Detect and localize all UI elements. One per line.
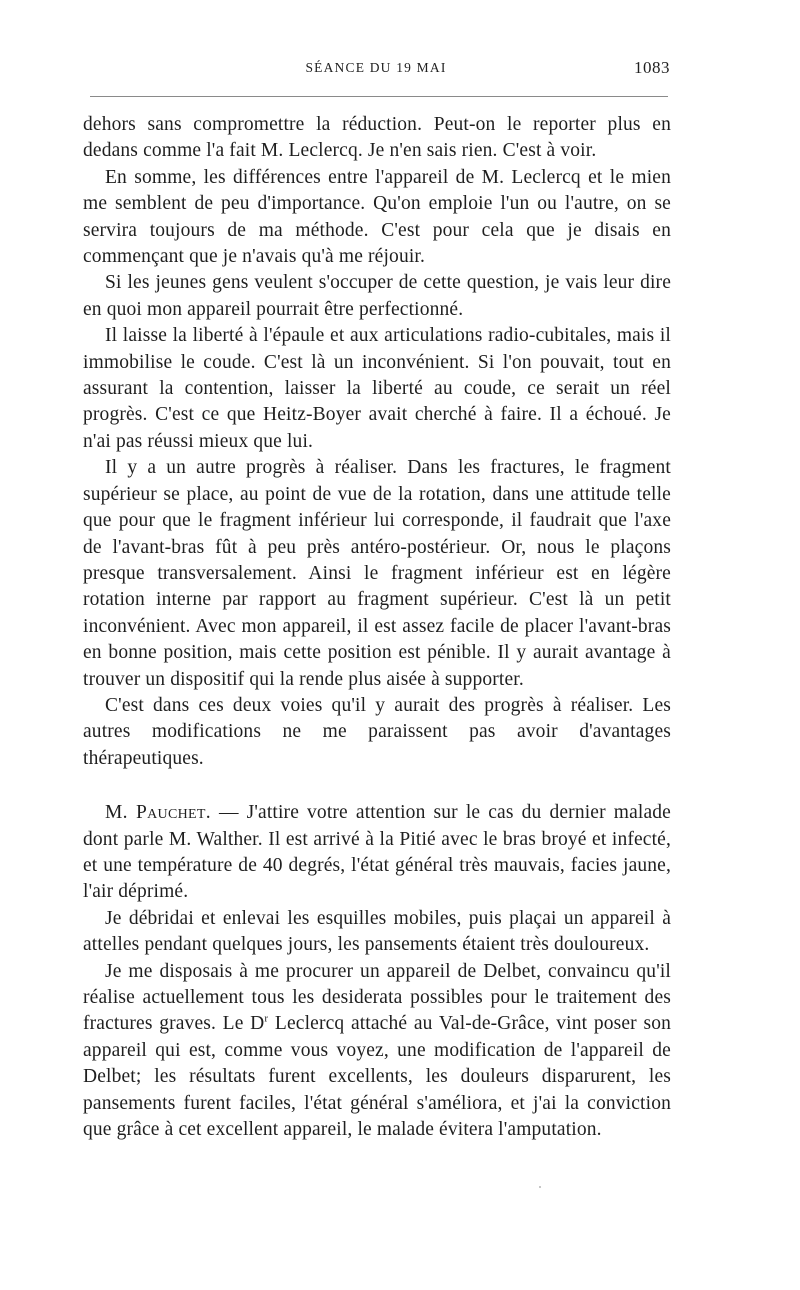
paragraph xyxy=(83,959,671,1144)
paragraph: Si les jeunes gens veulent s'occuper de cette question, je vais leur dire en quoi mon appareil pourrait être perfectionné. xyxy=(83,272,671,320)
running-title: SÉANCE DU 19 MAI xyxy=(305,60,447,75)
body-text xyxy=(83,112,671,1143)
paragraph: Il y a un autre progrès à réaliser. Dans les fractures, le fragment supérieur se place, au point de vue de la rotation, dans une attitude telle que pour que le fragment inférieur lui corresponde, il faudrait que l'axe de l'avant-bras fût à peu près antéro-postérieur. Or, nous le plaçons presque transversalement. Ainsi le fragment inférieur est en légère rotation interne par rapport au fragment supérieur. C'est là un petit inconvénient. Avec mon appareil, il est assez facile de placer l'avant-bras en bonne position, mais cette position est pénible. Il y aurait avantage à trouver un dispositif qui la rende plus aisée à supporter. xyxy=(83,457,671,690)
print-speck xyxy=(539,1186,541,1188)
paragraph: C'est dans ces deux voies qu'il y aurait des progrès à réaliser. Les autres modifications ne me paraissent pas avoir d'avantages thérapeutiques. xyxy=(83,694,671,769)
paragraph-text-after: Leclercq attaché au Val-de-Grâce, vint poser son appareil qui est, comme vous voyez, une modification de l'appareil de Delbet; les résultats furent excellents, les douleurs disparurent, les pansements furent faciles, l'état général s'améliora, et j'ai la conviction que grâce à cet excellent appareil, le malade évitera l'amputation. xyxy=(83,1013,672,1141)
running-head xyxy=(82,58,670,82)
paragraph-text-before: Je me disposais à me procurer un appareil de Delbet, convaincu qu'il réalise actuellement tous les desiderata possibles pour le traitement des fractures graves. Le D xyxy=(83,960,671,1035)
header-rule xyxy=(90,96,668,97)
paragraph: Je débridai et enlevai les esquilles mobiles, puis plaçai un appareil à attelles pendant quelques jours, les pansements étaient très douloureux. xyxy=(83,907,671,956)
speaker-paragraph xyxy=(83,800,671,906)
paragraph: En somme, les différences entre l'appareil de M. Leclercq et le mien me semblent de peu d'importance. Qu'on emploie l'un ou l'autre, on se servira toujours de ma méthode. C'est pour cela que je disais en commençant que je n'avais qu'à me réjouir. xyxy=(83,166,671,268)
speaker-name: M. Pauchet. xyxy=(105,802,211,824)
paragraph: Il laisse la liberté à l'épaule et aux articulations radio-cubitales, mais il immobilise le coude. C'est là un inconvénient. Si l'on pouvait, tout en assurant la contention, laisser la liberté au coude, ce serait un réel progrès. C'est ce que Heitz-Boyer avait cherché à faire. Il a échoué. Je n'ai pas réussi mieux que lui. xyxy=(83,325,671,452)
speaker-text: — J'attire votre attention sur le cas du dernier malade dont parle M. Walther. Il est arrivé à la Pitié avec le bras broyé et infecté, et une température de 40 degrés, l'état général très mauvais, facies jaune, l'air déprimé. xyxy=(83,802,671,903)
section-gap xyxy=(83,772,671,800)
page-number: 1083 xyxy=(634,58,670,77)
paragraph-continuation: dehors sans compromettre la réduction. Peut-on le reporter plus en dedans comme l'a fait M. Leclercq. Je n'en sais rien. C'est à voir. xyxy=(83,114,671,162)
superscript: r xyxy=(264,1012,269,1025)
